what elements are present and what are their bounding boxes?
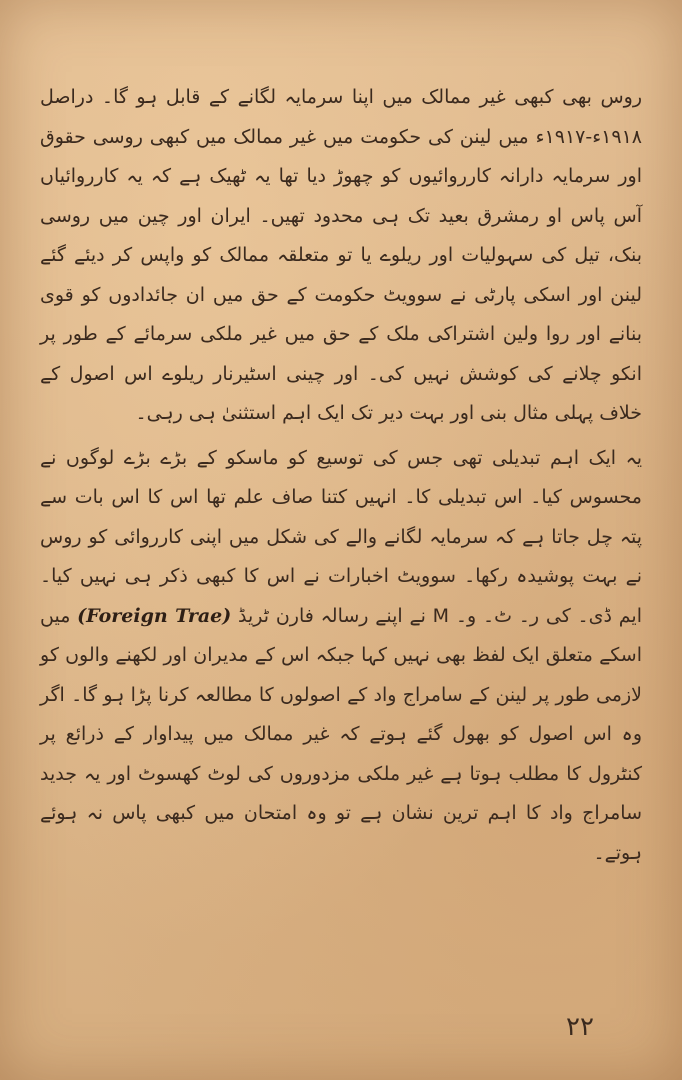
foreign-trade-latin-label: (Foreign Trae) [77, 604, 232, 627]
paragraph-1-text: روس بھی کبھی غیر ممالک میں اپنا سرمایہ لگانے کے قابل ہو گا۔ دراصل ۱۹۱۸ء-۱۹۱۷ء میں لینن کی حکومت میں غیر ممالک میں کبھی روسی حقوق اور سرمایہ دارانہ کارروائیوں کو چھوڑ دیا تھا یہ ٹھیک ہے کہ یہ کارروائیاں آس پاس او رمشرق بعید تک ہی محدود تھیں۔ ایران اور چین میں روسی بنک، تیل کی سہولیات اور ریلوے یا تو متعلقہ ممالک کو واپس کر دیئے گئے لینن اور اسکی پارٹی نے سوویٹ حکومت کے حق میں ان جائدادوں کو قوی بنانے اور روا ولین اشتراکی ملک کے حق میں غیر ملکی سرمائے کے طور پر انکو چلانے کی کوشش نہیں کی۔ اور چینی اسٹیرنار ریلوے اس اصول کے خلاف پہلی مثال بنی اور بہت دیر تک ایک اہم استثنیٰ ہی رہی۔ [40, 86, 642, 424]
paragraph-1 [40, 78, 642, 434]
paragraph-2-text-after: میں اسکے متعلق ایک لفظ بھی نہیں کہا جبکہ اس کے مدیران اور لکھنے والوں کو لازمی طور پر لینن کے سامراج واد کے اصولوں کا مطالعہ کرنا پڑا ہو گا۔ اگر وہ اس اصول کو بھول گئے ہوتے کہ غیر ممالک میں پیداوار کے ذرائع پر کنٹرول کا مطلب ہوتا ہے غیر ملکی مزدوروں کی لوٹ کھسوٹ اور یہ جدید سامراج واد کا اہم ترین نشان ہے تو وہ امتحان میں کبھی پاس نہ ہوئے ہوتے۔ [40, 604, 642, 864]
paragraph-2 [40, 439, 642, 874]
paragraph-2-text-before: یہ ایک اہم تبدیلی تھی جس کی توسیع کو ماسکو کے بڑے بڑے لوگوں نے محسوس کیا۔ اس تبدیلی کا۔ انہیں کتنا صاف علم تھا اس کا اس بات سے پتہ چل جاتا ہے کہ سرمایہ لگانے والے کی شکل میں اپنی کارروائی کو روس نے بہت پوشیدہ رکھا۔ سوویٹ اخبارات نے اس کا کبھی ذکر ہی نہیں کیا۔ ایم ڈی۔ کی ر۔ ٹ۔ و۔ M نے اپنے رسالہ فارن ٹریڈ [40, 446, 643, 627]
page-number: ۲۲ [566, 1012, 594, 1042]
